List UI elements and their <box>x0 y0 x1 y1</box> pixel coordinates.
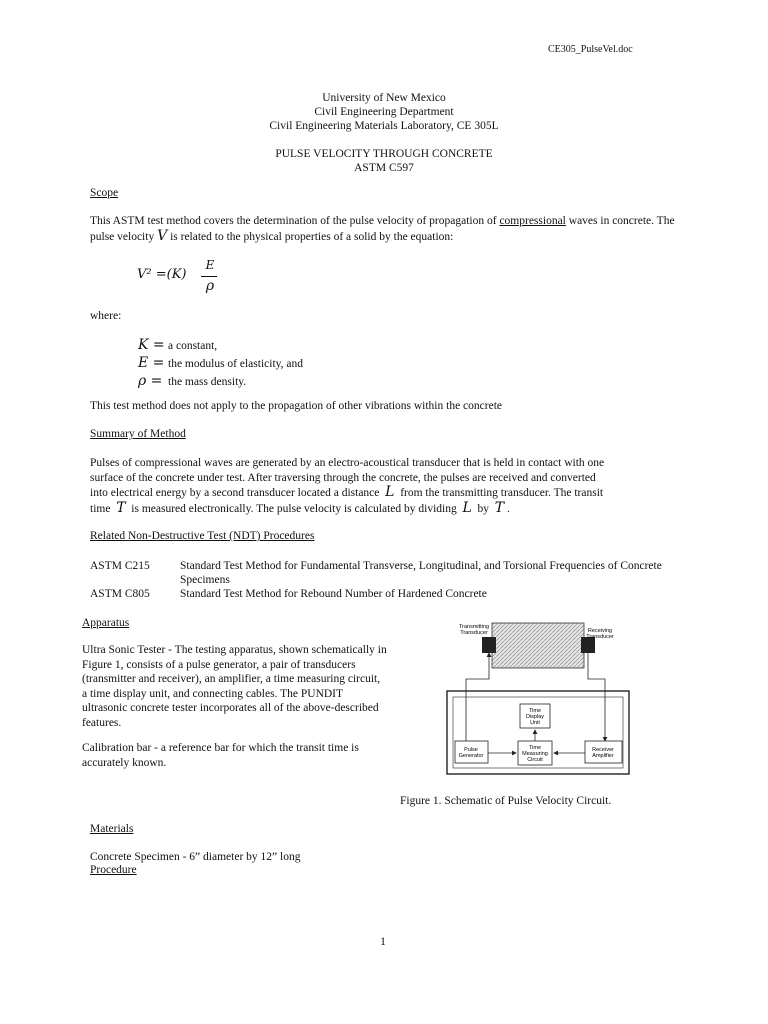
ndt-row <box>90 587 680 602</box>
document-title: PULSE VELOCITY THROUGH CONCRETE <box>275 148 493 160</box>
symbol-definitions <box>138 337 303 391</box>
where-label: where: <box>90 310 122 322</box>
materials-specimen: Concrete Specimen - 6” diameter by 12” long <box>90 851 301 863</box>
ndt-heading: Related Non-Destructive Test (NDT) Procedures <box>90 530 315 542</box>
page-number: 1 <box>380 934 386 948</box>
equation-lhs: V² =(K) <box>137 267 187 282</box>
figure-caption: Figure 1. Schematic of Pulse Velocity Circuit. <box>400 795 612 807</box>
scope-note: This test method does not apply to the propagation of other vibrations within the concrete <box>90 400 502 412</box>
scope-text-1: This ASTM test method covers the determination of the pulse velocity of propagation of <box>90 215 500 227</box>
pulse-velocity-schematic <box>444 613 634 777</box>
materials-heading: Materials <box>90 823 134 835</box>
definition-e <box>138 355 303 373</box>
receiving-label: Transducer <box>586 634 614 640</box>
definition-symbol: ρ = <box>138 373 163 389</box>
summary-text: . <box>506 502 510 515</box>
definition-k <box>138 337 303 355</box>
velocity-equation <box>137 258 257 298</box>
scope-paragraph <box>90 214 680 245</box>
concrete-specimen <box>492 623 584 668</box>
summary-paragraph <box>90 456 680 516</box>
display-label: Display <box>525 714 545 720</box>
fraction-bar <box>201 276 217 277</box>
definition-text: a constant, <box>168 340 218 352</box>
definition-rho <box>138 373 303 391</box>
summary-line-4 <box>90 501 680 517</box>
definition-symbol: E = <box>138 355 165 371</box>
ndt-code: ASTM C215 <box>90 560 150 572</box>
scope-text-3: is related to the physical properties of a solid by the equation: <box>167 231 454 243</box>
receiving-label: Receiving <box>587 628 613 634</box>
summary-heading: Summary of Method <box>90 428 186 440</box>
university-name: University of New Mexico <box>322 92 446 104</box>
procedure-heading: Procedure <box>90 864 137 876</box>
display-label: Unit <box>530 720 540 726</box>
scope-text-2: waves in concrete. The pulse velocity <box>90 215 675 243</box>
astm-standard: ASTM C597 <box>354 162 414 174</box>
distance-symbol: L <box>462 499 472 516</box>
scope-heading: Scope <box>90 187 119 199</box>
definition-text: the modulus of elasticity, and <box>168 358 303 370</box>
document-filename: CE305_PulseVel.doc <box>548 44 633 55</box>
apparatus-heading: Apparatus <box>82 617 130 629</box>
transmitting-transducer-block <box>482 637 496 653</box>
ndt-code: ASTM C805 <box>90 588 150 600</box>
pulse-label: Pulse <box>464 747 478 753</box>
amplifier-label: Receiver <box>592 747 614 753</box>
summary-line-3 <box>90 485 680 501</box>
measuring-label: Time <box>528 745 542 751</box>
document-title-block <box>0 147 768 175</box>
ndt-description: Standard Test Method for Rebound Number of Hardened Concrete <box>180 588 487 600</box>
distance-symbol: L <box>385 484 395 500</box>
measuring-label: Circuit <box>527 757 543 763</box>
summary-text: from the transmitting transducer. The transit <box>400 487 604 499</box>
apparatus-paragraph-1: Ultra Sonic Tester - The testing apparatus, shown schematically in Figure 1, consists of a pulse generator, a pair of transducers (transmitter and receiver), an amplifier, a time measuring circuit, a time display unit, and connecting cables. The PUNDIT ultrasonic concrete tester incorporates all of the above-described features. <box>82 644 387 729</box>
title-block <box>0 91 768 133</box>
amplifier-label: Amplifier <box>592 753 614 759</box>
summary-text: time <box>90 502 111 515</box>
ndt-row <box>90 559 680 589</box>
summary-line-2: surface of the concrete under test. After traversing through the concrete, the pulses are received and converted <box>90 471 596 484</box>
display-label: Time <box>528 708 542 714</box>
laboratory-name: Civil Engineering Materials Laboratory, CE 305L <box>269 120 499 132</box>
department-name: Civil Engineering Department <box>314 106 454 118</box>
equation-numerator: E <box>205 258 215 272</box>
ndt-description: Standard Test Method for Fundamental Transverse, Longitudinal, and Torsional Frequencies of Concrete Specimens <box>180 560 662 586</box>
time-symbol: T <box>494 499 505 516</box>
summary-text: into electrical energy by a second transducer located a distance <box>90 487 380 499</box>
summary-line-1: Pulses of compressional waves are generated by an electro-acoustical transducer that is held in contact with one <box>90 457 605 469</box>
definition-text: the mass density. <box>168 376 247 388</box>
scope-underlined-word: compressional <box>499 215 566 227</box>
equation-denominator: ρ <box>205 278 215 294</box>
summary-text: by <box>477 502 490 515</box>
definition-symbol: K = <box>138 337 165 353</box>
transmitting-label: Transducer <box>460 630 488 636</box>
pulse-label: Generator <box>458 753 484 759</box>
apparatus-paragraph-2: Calibration bar - a reference bar for which the transit time is accurately known. <box>82 742 359 769</box>
measuring-label: Measuring <box>522 751 548 757</box>
summary-text: is measured electronically. The pulse velocity is calculated by dividing <box>131 502 457 515</box>
time-symbol: T <box>116 499 126 516</box>
transmitting-label: Transmitting <box>458 624 490 630</box>
velocity-symbol: V <box>157 228 168 244</box>
